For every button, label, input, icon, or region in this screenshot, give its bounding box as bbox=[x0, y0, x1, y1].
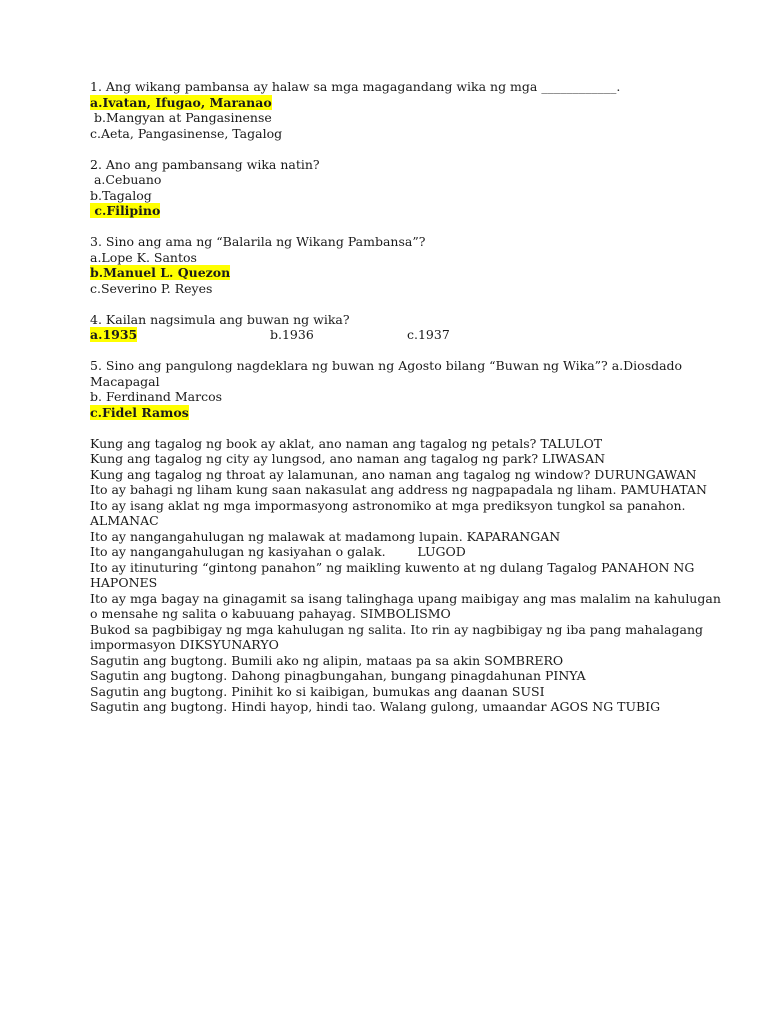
question-4: 4. Kailan nagsimula ang buwan ng wika? bbox=[90, 311, 350, 327]
q3-choice-a: a.Lope K. Santos bbox=[90, 249, 197, 265]
question-1: 1. Ang wikang pambansa ay halaw sa mga magagandang wika ng mga ____________. bbox=[90, 79, 621, 94]
identification-item: Kung ang tagalog ng book ay aklat, ano naman ang tagalog ng petals? TALULOT bbox=[90, 435, 603, 451]
q1-choice-b: b.Mangyan at Pangasinense bbox=[90, 110, 272, 125]
q4-choice-c: c.1937 bbox=[407, 327, 450, 342]
identification-item: Ito ay nangangahulugan ng kasiyahan o galak. LUGOD bbox=[90, 544, 466, 559]
q2-choice-b: b.Tagalog bbox=[90, 187, 152, 203]
question-2: 2. Ano ang pambansang wika natin? bbox=[90, 156, 320, 172]
identification-item: Ito ay isang aklat ng mga impormasyong astronomiko at mga prediksyon tungkol sa panahon. ALMANAC bbox=[90, 497, 686, 528]
q3-answer-b: b.Manuel L. Quezon bbox=[90, 265, 231, 280]
q1-answer-a: a.Ivatan, Ifugao, Maranao bbox=[90, 94, 272, 110]
q4-choice-b: b.1936 bbox=[270, 327, 314, 342]
question-3: 3. Sino ang ama ng “Balarila ng Wikang Pambansa”? bbox=[90, 234, 426, 249]
document-page bbox=[90, 79, 730, 715]
q3-choice-c: c.Severino P. Reyes bbox=[90, 280, 213, 296]
q4-choices bbox=[90, 327, 730, 343]
q4-answer-a: a.1935 bbox=[90, 327, 138, 342]
identification-item: Sagutin ang bugtong. Dahong pinagbungahan, bungang pinagdahunan PINYA bbox=[90, 668, 586, 683]
identification-item: Sagutin ang bugtong. Pinihit ko si kaibigan, bumukas ang daanan SUSI bbox=[90, 683, 545, 699]
identification-item: Sagutin ang bugtong. Bumili ako ng alipin, mataas pa sa akin SOMBRERO bbox=[90, 652, 564, 668]
identification-item: Kung ang tagalog ng throat ay lalamunan, ano naman ang tagalog ng window? DURUNGAWAN bbox=[90, 466, 697, 482]
q5-answer-c: c.Fidel Ramos bbox=[90, 404, 189, 420]
identification-item: Sagutin ang bugtong. Hindi hayop, hindi tao. Walang gulong, umaandar AGOS NG TUBIG bbox=[90, 699, 661, 714]
q1-choice-c: c.Aeta, Pangasinense, Tagalog bbox=[90, 125, 283, 141]
q2-choice-a: a.Cebuano bbox=[90, 172, 162, 187]
identification-item: Ito ay itinuturing “gintong panahon” ng maikling kuwento at ng dulang Tagalog PANAHON NG HAPONES bbox=[90, 559, 695, 590]
identification-item: Ito ay bahagi ng liham kung saan nakasulat ang address ng nagpapadala ng liham. PAMUHATAN bbox=[90, 482, 707, 497]
identification-item: Bukod sa pagbibigay ng mga kahulugan ng salita. Ito rin ay nagbibigay ng iba pang mahalagang impormasyon DIKSYUNARYO bbox=[90, 621, 704, 652]
identification-list bbox=[90, 436, 730, 715]
identification-item: Kung ang tagalog ng city ay lungsod, ano naman ang tagalog ng park? LIWASAN bbox=[90, 451, 606, 466]
question-5: 5. Sino ang pangulong nagdeklara ng buwan ng Agosto bilang “Buwan ng Wika”? a.Diosdado Macapagal bbox=[90, 358, 683, 389]
identification-item: Ito ay mga bagay na ginagamit sa isang talinghaga upang maibigay ang mas malalim na kahulugan o mensahe ng salita o kabuuang pahayag. SIMBOLISMO bbox=[90, 590, 721, 621]
q5-choice-b: b. Ferdinand Marcos bbox=[90, 389, 223, 404]
identification-item: Ito ay nangangahulugan ng malawak at madamong lupain. KAPARANGAN bbox=[90, 528, 561, 544]
q2-answer-c: c.Filipino bbox=[90, 203, 161, 218]
